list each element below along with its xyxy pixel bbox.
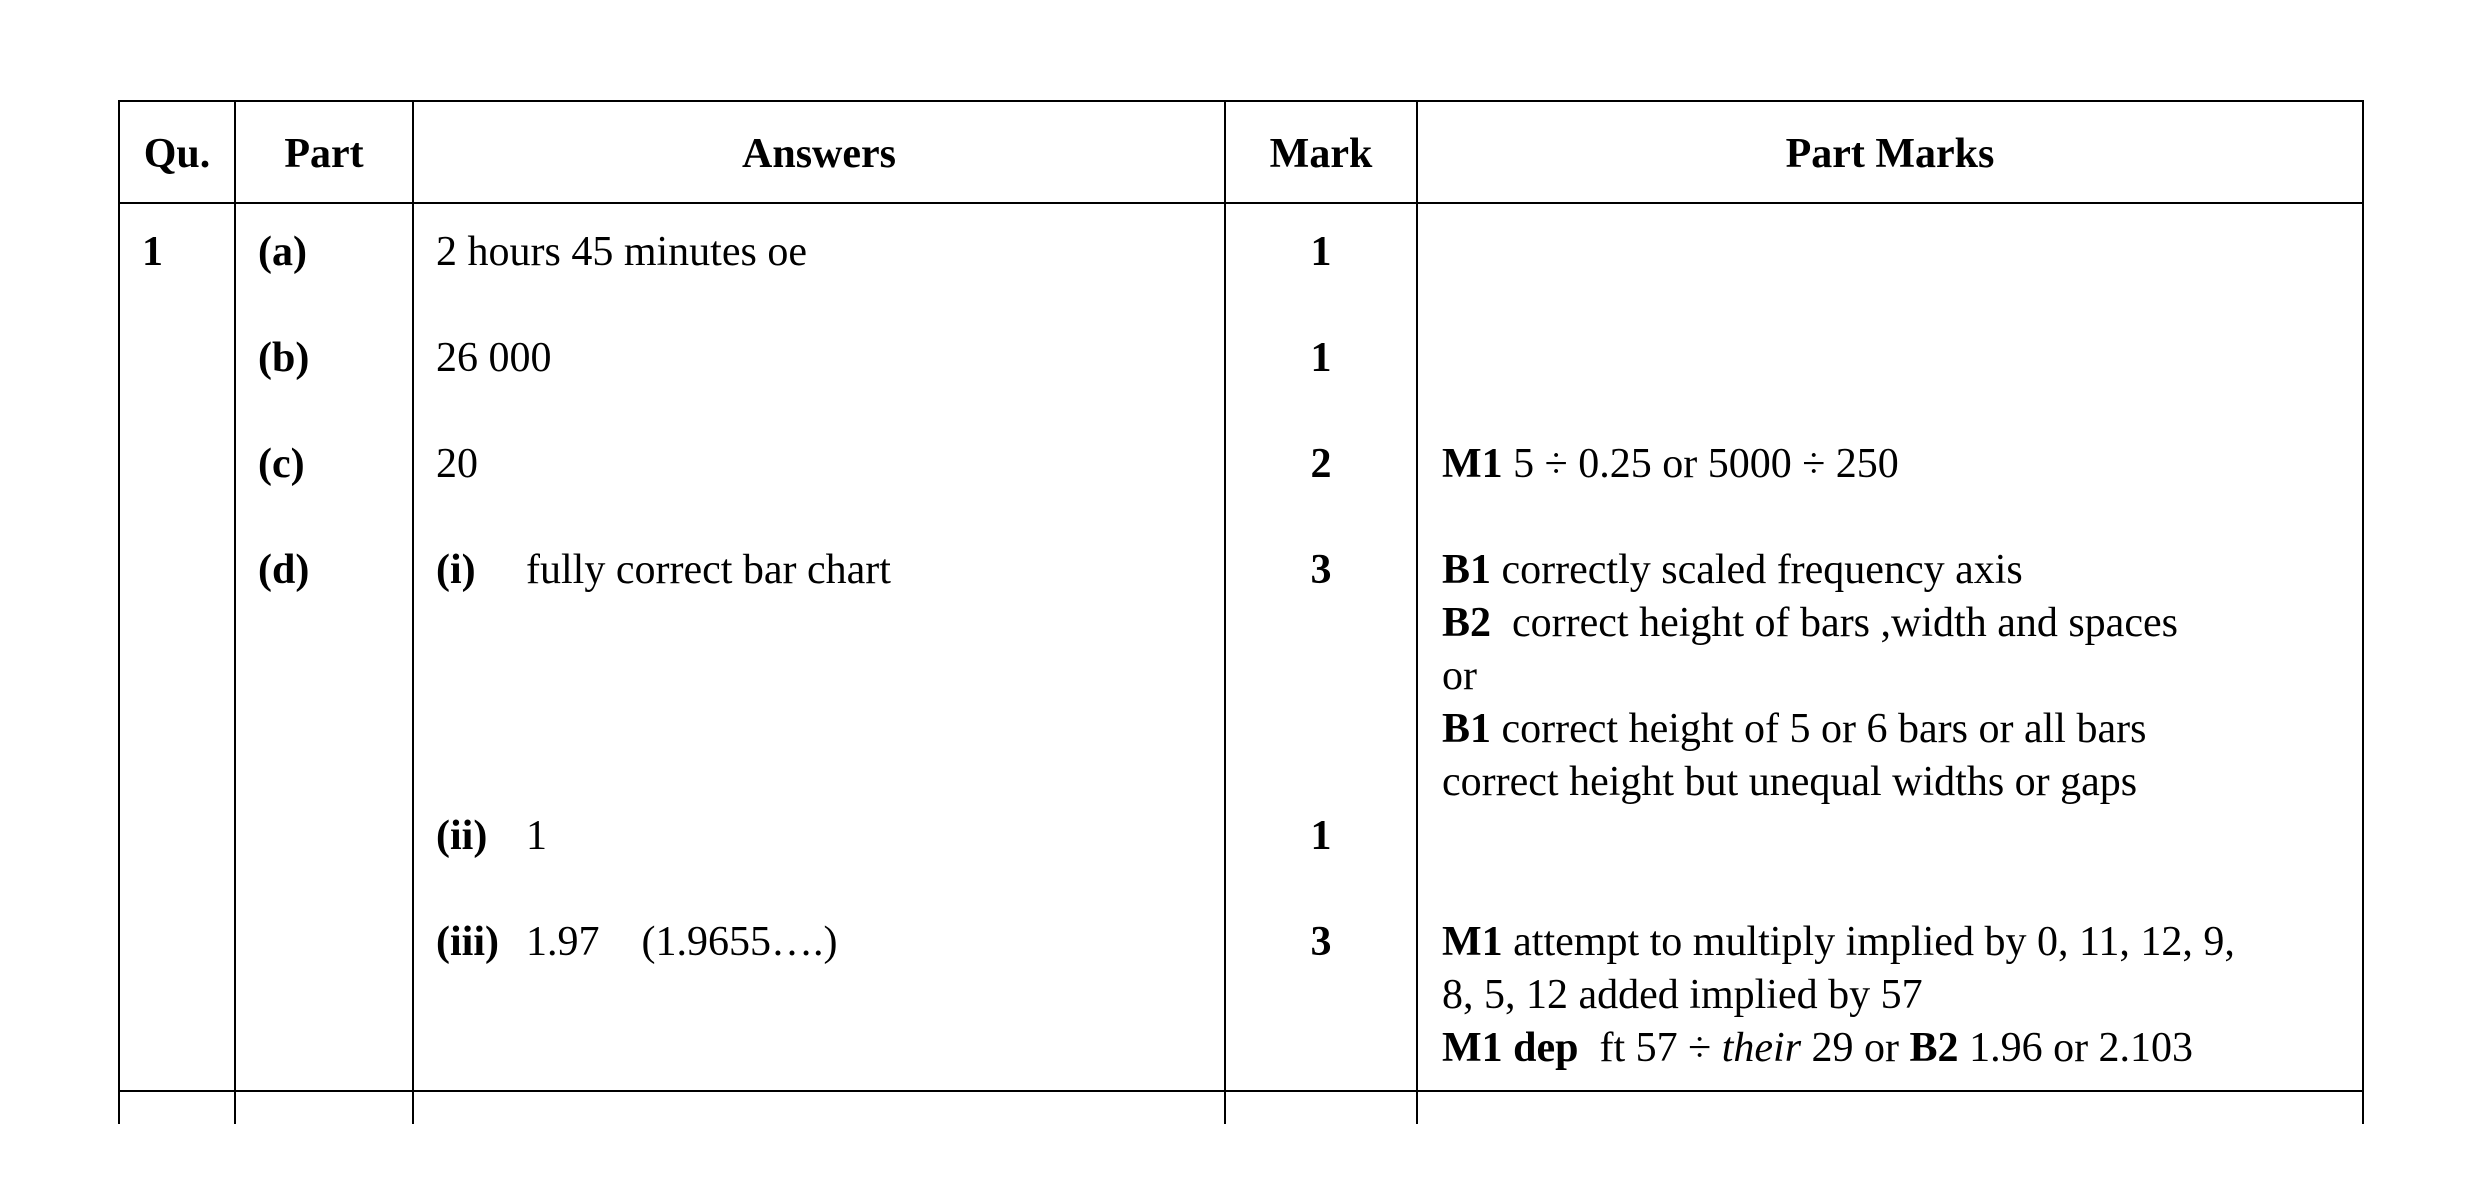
part-marks-line bbox=[1442, 969, 2235, 1022]
part-marks-d-iii bbox=[1442, 916, 2235, 1075]
header-mark: Mark bbox=[1269, 131, 1373, 177]
header-part: Part bbox=[284, 131, 364, 177]
part-label-c: (c) bbox=[258, 441, 305, 487]
part-marks-c bbox=[1442, 438, 1899, 490]
column-border-left bbox=[118, 100, 120, 1124]
mark-description: 5 ÷ 0.25 or 5000 ÷ 250 bbox=[1502, 441, 1899, 487]
answer-d-ii: 1 bbox=[526, 813, 547, 859]
header-answers: Answers bbox=[742, 131, 896, 177]
sub-part-label-iii: (iii) bbox=[436, 919, 499, 965]
mark-code: M1 bbox=[1442, 441, 1503, 487]
part-marks-line bbox=[1442, 916, 2235, 969]
part-label-a: (a) bbox=[258, 229, 307, 275]
mark-d-ii: 1 bbox=[1310, 813, 1332, 859]
part-marks-line bbox=[1442, 544, 2178, 597]
mark-description: correct height but unequal widths or gaps bbox=[1442, 759, 2138, 805]
mark-description: correct height of 5 or 6 bars or all bars bbox=[1491, 706, 2147, 752]
mark-italic: their bbox=[1721, 1025, 1802, 1071]
mark-code: M1 dep bbox=[1442, 1025, 1579, 1071]
mark-c: 2 bbox=[1310, 441, 1332, 487]
table-row-border bbox=[118, 1090, 2364, 1092]
mark-description: attempt to multiply implied by 0, 11, 12, 9, bbox=[1502, 919, 2235, 965]
answer-c: 20 bbox=[436, 441, 478, 487]
mark-description: ft 57 ÷ bbox=[1578, 1025, 1722, 1071]
mark-description: 1.96 or 2.103 bbox=[1958, 1025, 2194, 1071]
mark-b: 1 bbox=[1310, 335, 1332, 381]
column-border-part-answers bbox=[412, 100, 414, 1124]
mark-description: correct height of bars ,width and spaces bbox=[1491, 600, 2178, 646]
part-marks-line bbox=[1442, 650, 2178, 703]
mark-description: correctly scaled frequency axis bbox=[1491, 547, 2023, 593]
header-part-marks: Part Marks bbox=[1785, 131, 1995, 177]
sub-part-label-i: (i) bbox=[436, 547, 476, 593]
column-border-mark-partmarks bbox=[1416, 100, 1418, 1124]
mark-code: B1 bbox=[1442, 706, 1492, 752]
mark-description: 8, 5, 12 added implied by 57 bbox=[1442, 972, 1923, 1018]
mark-description: 29 or bbox=[1801, 1025, 1910, 1071]
header-bottom-border bbox=[118, 202, 2364, 204]
table-top-border bbox=[118, 100, 2364, 102]
mark-code: M1 bbox=[1442, 919, 1503, 965]
answer-b: 26 000 bbox=[436, 335, 552, 381]
mark-d-i: 3 bbox=[1310, 547, 1332, 593]
mark-description: or bbox=[1442, 653, 1477, 699]
part-marks-line bbox=[1442, 756, 2178, 809]
answer-a: 2 hours 45 minutes oe bbox=[436, 229, 807, 275]
part-label-d: (d) bbox=[258, 547, 310, 593]
part-label-b: (b) bbox=[258, 335, 310, 381]
mark-code: B2 bbox=[1909, 1025, 1959, 1071]
mark-code: B1 bbox=[1442, 547, 1492, 593]
part-marks-line bbox=[1442, 1022, 2235, 1075]
question-number: 1 bbox=[142, 229, 163, 275]
mark-code: B2 bbox=[1442, 600, 1492, 646]
header-qu: Qu. bbox=[143, 131, 211, 177]
column-border-right bbox=[2362, 100, 2364, 1124]
sub-part-label-ii: (ii) bbox=[436, 813, 488, 859]
mark-a: 1 bbox=[1310, 229, 1332, 275]
mark-d-iii: 3 bbox=[1310, 919, 1332, 965]
answer-d-i: fully correct bar chart bbox=[526, 547, 891, 593]
part-marks-line bbox=[1442, 703, 2178, 756]
column-border-qu-part bbox=[234, 100, 236, 1124]
part-marks-line bbox=[1442, 597, 2178, 650]
part-marks-d-i bbox=[1442, 544, 2178, 809]
answer-d-iii: 1.97 (1.9655….) bbox=[526, 919, 838, 965]
